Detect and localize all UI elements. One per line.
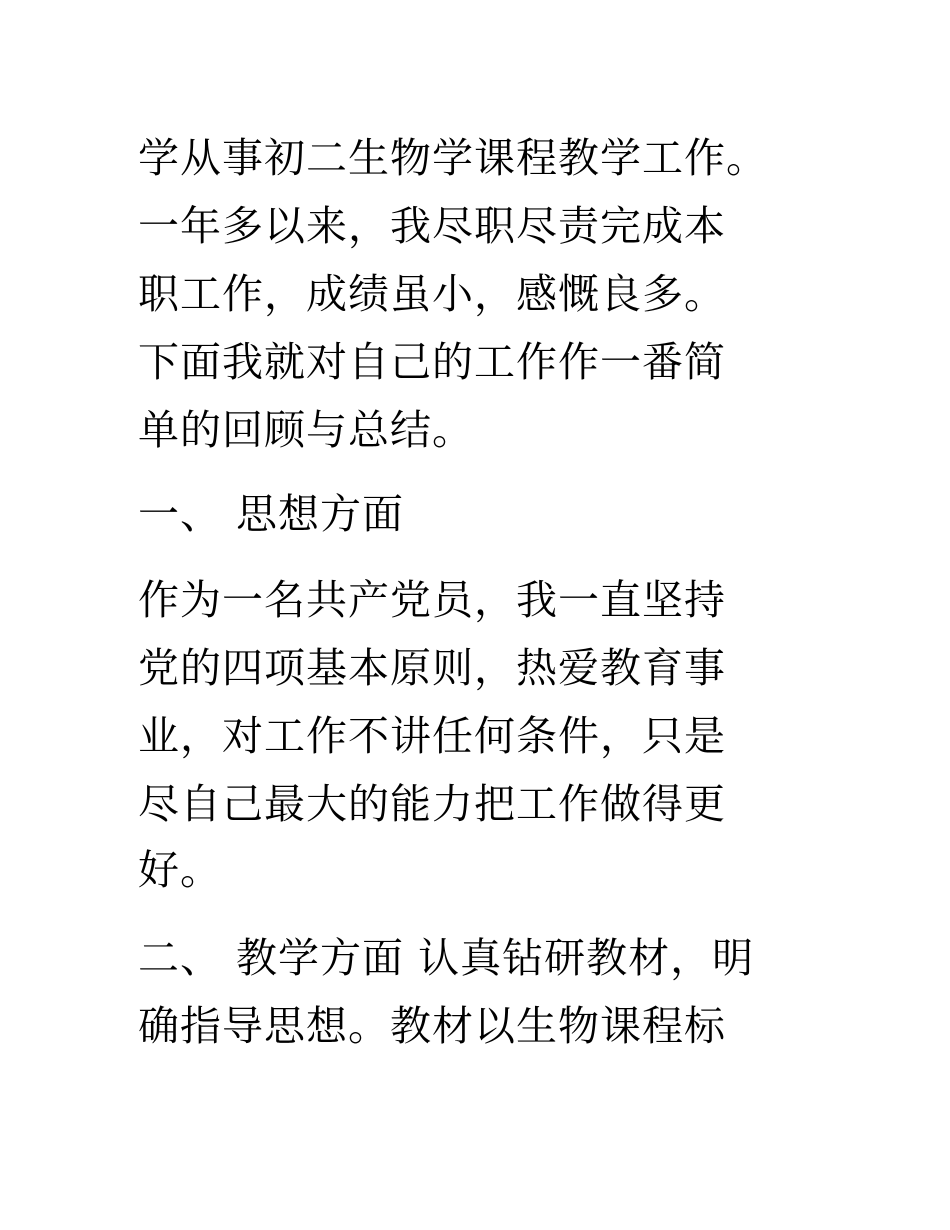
body-text-line: 作为一名共产党员，我一直坚持 [138, 576, 726, 624]
body-text-line: 学从事初二生物学课程教学工作。 [138, 134, 768, 182]
body-text-line: 一年多以来，我尽职尽责完成本 [138, 202, 726, 250]
body-text-line: 单的回顾与总结。 [138, 406, 474, 454]
body-text-line: 好。 [138, 846, 222, 894]
body-text-line: 下面我就对自己的工作作一番简 [138, 338, 726, 386]
body-text-line: 党的四项基本原则，热爱教育事 [138, 644, 726, 692]
body-text-line: 确指导思想。教材以生物课程标 [138, 1002, 726, 1050]
section-heading: 二、 教学方面 认真钻研教材，明 [138, 934, 755, 982]
body-text-line: 尽自己最大的能力把工作做得更 [138, 780, 726, 828]
body-text-line: 职工作，成绩虽小，感慨良多。 [138, 270, 726, 318]
section-heading: 一、 思想方面 [138, 490, 405, 538]
body-text-line: 业，对工作不讲任何条件，只是 [138, 712, 726, 760]
